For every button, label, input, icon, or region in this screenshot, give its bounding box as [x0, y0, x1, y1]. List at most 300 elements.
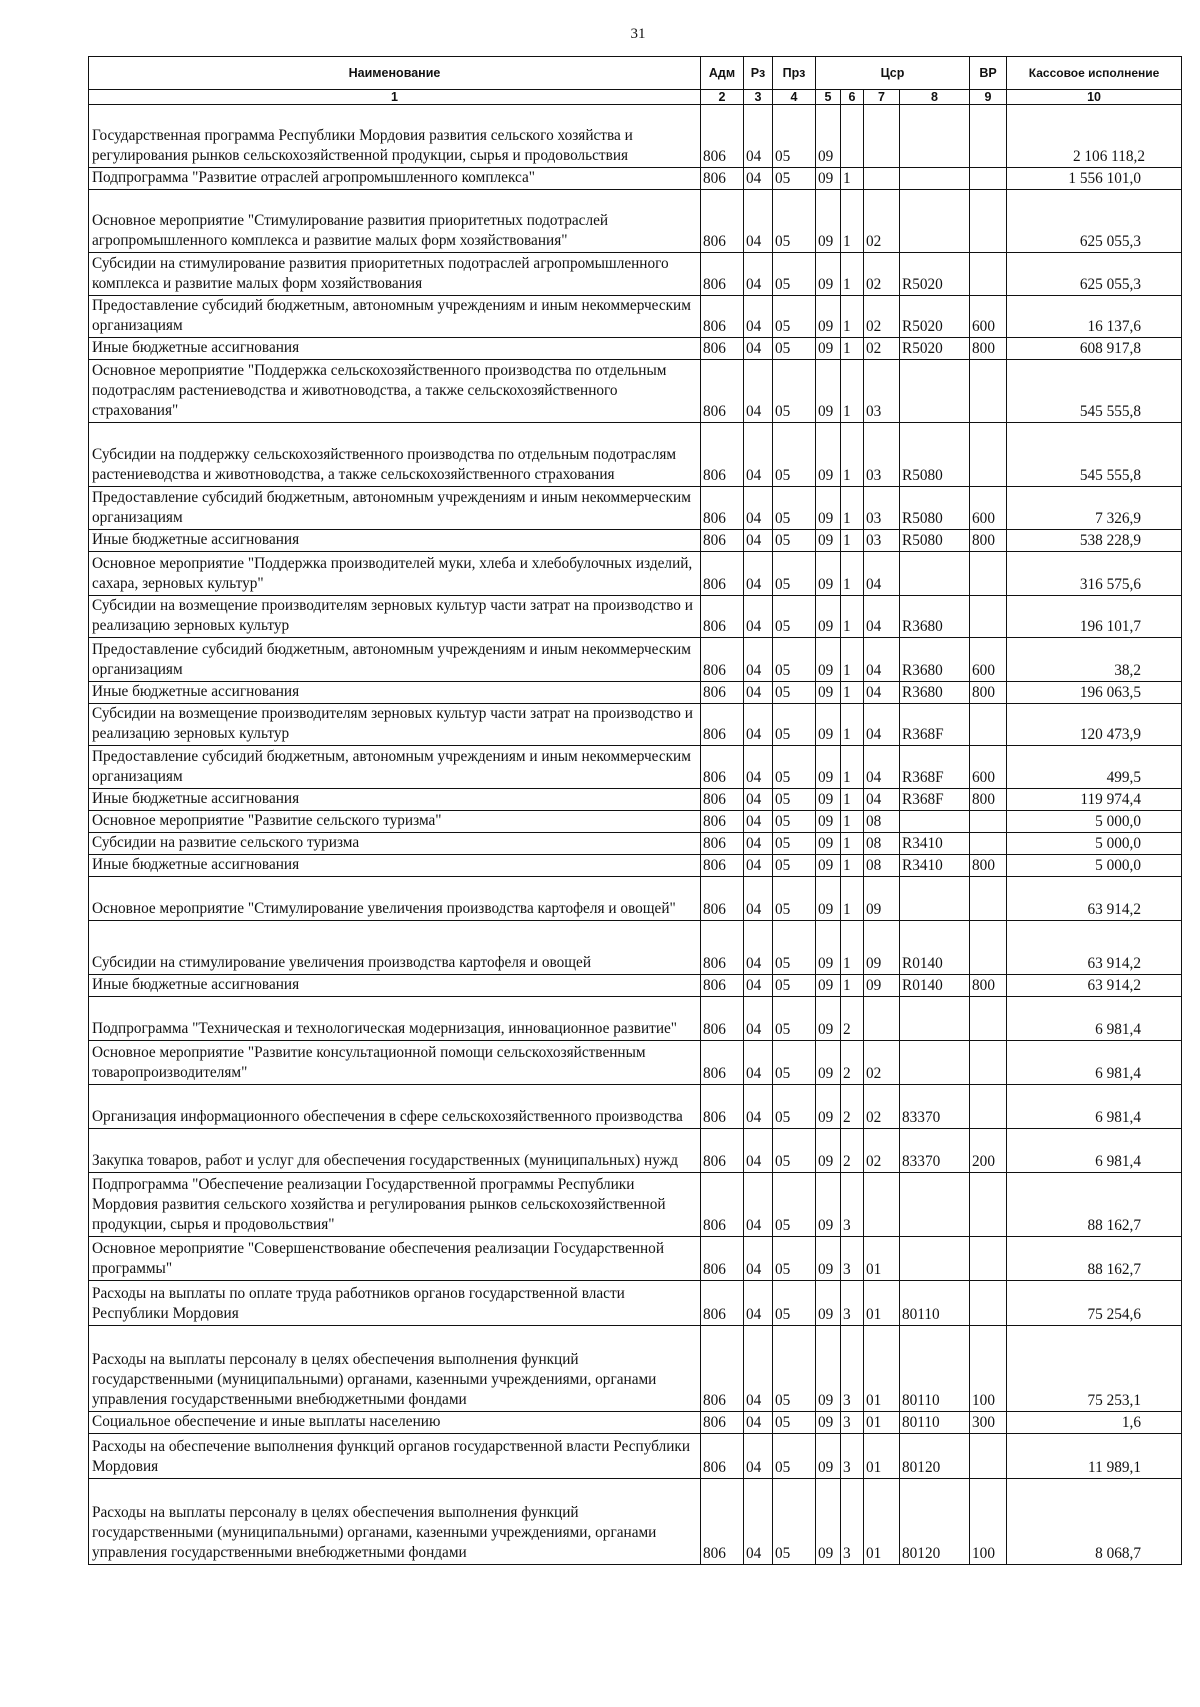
header-rz: Рз: [744, 57, 773, 90]
row-name: Основное мероприятие "Стимулирование развития приоритетных подотраслей агропромышленного комплекса и развитие малых форм хозяйствования": [89, 190, 701, 253]
row-amount: 11 989,1: [1007, 1434, 1182, 1479]
row-csr-8: [900, 1041, 970, 1085]
row-csr-8: R3680: [900, 596, 970, 638]
row-csr-7: 04: [864, 638, 900, 682]
row-amount: 6 981,4: [1007, 1129, 1182, 1173]
row-rz: 04: [744, 833, 773, 855]
row-rz: 04: [744, 855, 773, 877]
row-amount: 196 101,7: [1007, 596, 1182, 638]
budget-execution-table: [88, 56, 1182, 1565]
page-number: 31: [630, 26, 646, 42]
row-rz: 04: [744, 1085, 773, 1129]
row-vr: 300: [970, 1412, 1007, 1434]
table-row: [89, 997, 1182, 1041]
row-name: Предоставление субсидий бюджетным, автономным учреждениям и иным некоммерческим организациям: [89, 296, 701, 338]
row-csr-6: 1: [841, 596, 864, 638]
row-adm: 806: [701, 338, 744, 360]
row-adm: 806: [701, 253, 744, 296]
column-number: 5: [816, 90, 841, 105]
row-prz: 05: [773, 1326, 816, 1412]
row-amount: 63 914,2: [1007, 877, 1182, 921]
row-csr-8: R3680: [900, 638, 970, 682]
row-name: Субсидии на возмещение производителям зерновых культур части затрат на производство и реализацию зерновых культур: [89, 704, 701, 746]
row-name: Основное мероприятие "Развитие сельского туризма": [89, 811, 701, 833]
row-csr-5: 09: [816, 360, 841, 423]
row-csr-5: 09: [816, 789, 841, 811]
row-csr-8: [900, 1173, 970, 1237]
row-vr: 200: [970, 1129, 1007, 1173]
row-amount: 6 981,4: [1007, 997, 1182, 1041]
table-row: [89, 423, 1182, 487]
row-csr-8: R368F: [900, 704, 970, 746]
table-row: [89, 833, 1182, 855]
row-rz: 04: [744, 530, 773, 552]
table-row: [89, 253, 1182, 296]
row-prz: 05: [773, 855, 816, 877]
row-csr-8: R3410: [900, 833, 970, 855]
row-vr: 800: [970, 855, 1007, 877]
row-vr: [970, 1281, 1007, 1326]
row-prz: 05: [773, 1041, 816, 1085]
row-adm: 806: [701, 1237, 744, 1281]
row-prz: 05: [773, 338, 816, 360]
row-csr-8: 80120: [900, 1479, 970, 1565]
row-csr-8: 83370: [900, 1129, 970, 1173]
row-csr-8: R3410: [900, 855, 970, 877]
row-csr-6: 3: [841, 1412, 864, 1434]
row-prz: 05: [773, 877, 816, 921]
row-amount: 75 253,1: [1007, 1326, 1182, 1412]
column-number: 9: [970, 90, 1007, 105]
row-adm: 806: [701, 1173, 744, 1237]
row-csr-5: 09: [816, 1412, 841, 1434]
row-vr: 800: [970, 975, 1007, 997]
header-adm: Адм: [701, 57, 744, 90]
row-csr-7: 02: [864, 1085, 900, 1129]
row-csr-5: 09: [816, 338, 841, 360]
row-csr-7: 09: [864, 975, 900, 997]
row-csr-6: 1: [841, 296, 864, 338]
row-csr-6: 1: [841, 811, 864, 833]
row-csr-6: 1: [841, 253, 864, 296]
row-csr-5: 09: [816, 855, 841, 877]
table-row: [89, 682, 1182, 704]
row-rz: 04: [744, 975, 773, 997]
row-csr-6: 1: [841, 921, 864, 975]
row-amount: 6 981,4: [1007, 1041, 1182, 1085]
row-name: Расходы на выплаты персоналу в целях обеспечения выполнения функций государственными (муниципальными) органами, казенными учреждениями, органами управления государственными внебюджетными фондами: [89, 1479, 701, 1565]
row-rz: 04: [744, 596, 773, 638]
row-csr-6: [841, 105, 864, 168]
row-vr: [970, 596, 1007, 638]
row-amount: 88 162,7: [1007, 1173, 1182, 1237]
row-csr-6: 3: [841, 1281, 864, 1326]
row-adm: 806: [701, 682, 744, 704]
row-vr: [970, 253, 1007, 296]
row-csr-5: 09: [816, 105, 841, 168]
row-csr-5: 09: [816, 1041, 841, 1085]
row-rz: 04: [744, 360, 773, 423]
row-amount: 16 137,6: [1007, 296, 1182, 338]
header-name: Наименование: [89, 57, 701, 90]
table-row: [89, 105, 1182, 168]
row-adm: 806: [701, 360, 744, 423]
row-name: Основное мероприятие "Совершенствование обеспечения реализации Государственной программы": [89, 1237, 701, 1281]
row-csr-5: 09: [816, 596, 841, 638]
table-row: [89, 704, 1182, 746]
row-csr-7: 09: [864, 921, 900, 975]
row-prz: 05: [773, 811, 816, 833]
table-body: [89, 105, 1182, 1565]
row-prz: 05: [773, 704, 816, 746]
row-vr: [970, 168, 1007, 190]
row-name: Иные бюджетные ассигнования: [89, 975, 701, 997]
row-rz: 04: [744, 1434, 773, 1479]
row-adm: 806: [701, 530, 744, 552]
row-name: Иные бюджетные ассигнования: [89, 530, 701, 552]
table-header: [89, 57, 1182, 105]
row-csr-7: 02: [864, 296, 900, 338]
row-csr-8: R5080: [900, 423, 970, 487]
row-csr-6: 1: [841, 638, 864, 682]
row-csr-6: 1: [841, 487, 864, 530]
header-csr: Цср: [816, 57, 970, 90]
row-csr-7: [864, 105, 900, 168]
header-kassovoe-ispolnenie: Кассовое исполнение: [1007, 57, 1182, 90]
row-csr-6: 1: [841, 682, 864, 704]
table-row: [89, 1434, 1182, 1479]
row-vr: 100: [970, 1479, 1007, 1565]
row-rz: 04: [744, 1479, 773, 1565]
header-vr: ВР: [970, 57, 1007, 90]
row-csr-5: 09: [816, 997, 841, 1041]
row-prz: 05: [773, 296, 816, 338]
table-row: [89, 1412, 1182, 1434]
row-amount: 545 555,8: [1007, 423, 1182, 487]
row-vr: [970, 190, 1007, 253]
row-csr-8: R0140: [900, 975, 970, 997]
row-amount: 196 063,5: [1007, 682, 1182, 704]
row-amount: 88 162,7: [1007, 1237, 1182, 1281]
row-csr-8: 83370: [900, 1085, 970, 1129]
row-csr-6: 1: [841, 338, 864, 360]
row-name: Основное мероприятие "Развитие консультационной помощи сельскохозяйственным товаропроизводителям": [89, 1041, 701, 1085]
row-vr: [970, 833, 1007, 855]
row-amount: 8 068,7: [1007, 1479, 1182, 1565]
row-name: Закупка товаров, работ и услуг для обеспечения государственных (муниципальных) нужд: [89, 1129, 701, 1173]
row-adm: 806: [701, 975, 744, 997]
row-csr-7: 03: [864, 530, 900, 552]
row-prz: 05: [773, 1434, 816, 1479]
row-name: Субсидии на стимулирование развития приоритетных подотраслей агропромышленного комплекса и развитие малых форм хозяйствования: [89, 253, 701, 296]
row-prz: 05: [773, 1479, 816, 1565]
row-csr-8: R3680: [900, 682, 970, 704]
table-row: [89, 975, 1182, 997]
row-amount: 5 000,0: [1007, 833, 1182, 855]
column-number: 1: [89, 90, 701, 105]
row-csr-6: 2: [841, 1129, 864, 1173]
row-csr-5: 09: [816, 1281, 841, 1326]
column-number: 6: [841, 90, 864, 105]
row-name: Основное мероприятие "Поддержка производителей муки, хлеба и хлебобулочных изделий, сахара, зерновых культур": [89, 552, 701, 596]
row-csr-7: 04: [864, 682, 900, 704]
row-name: Подпрограмма "Развитие отраслей агропромышленного комплекса": [89, 168, 701, 190]
row-csr-6: 1: [841, 833, 864, 855]
row-csr-6: 1: [841, 746, 864, 789]
row-csr-5: 09: [816, 746, 841, 789]
row-prz: 05: [773, 105, 816, 168]
row-name: Предоставление субсидий бюджетным, автономным учреждениям и иным некоммерческим организациям: [89, 638, 701, 682]
table-row: [89, 877, 1182, 921]
row-csr-8: [900, 552, 970, 596]
row-rz: 04: [744, 1237, 773, 1281]
row-name: Субсидии на стимулирование увеличения производства картофеля и овощей: [89, 921, 701, 975]
row-csr-5: 09: [816, 921, 841, 975]
row-rz: 04: [744, 552, 773, 596]
row-name: Иные бюджетные ассигнования: [89, 682, 701, 704]
row-adm: 806: [701, 704, 744, 746]
table-row: [89, 1041, 1182, 1085]
row-adm: 806: [701, 596, 744, 638]
row-adm: 806: [701, 789, 744, 811]
row-csr-7: 03: [864, 487, 900, 530]
row-name: Иные бюджетные ассигнования: [89, 338, 701, 360]
row-rz: 04: [744, 190, 773, 253]
row-csr-7: 04: [864, 746, 900, 789]
row-vr: [970, 877, 1007, 921]
table-row: [89, 638, 1182, 682]
row-vr: [970, 360, 1007, 423]
row-csr-7: [864, 997, 900, 1041]
row-prz: 05: [773, 552, 816, 596]
row-csr-6: 1: [841, 975, 864, 997]
row-csr-6: 3: [841, 1434, 864, 1479]
row-csr-7: 08: [864, 833, 900, 855]
row-amount: 545 555,8: [1007, 360, 1182, 423]
row-vr: 600: [970, 487, 1007, 530]
row-csr-6: 2: [841, 1041, 864, 1085]
row-amount: 1,6: [1007, 1412, 1182, 1434]
row-adm: 806: [701, 423, 744, 487]
row-adm: 806: [701, 1085, 744, 1129]
row-prz: 05: [773, 487, 816, 530]
row-csr-6: 3: [841, 1237, 864, 1281]
row-rz: 04: [744, 253, 773, 296]
table-row: [89, 596, 1182, 638]
row-csr-7: 03: [864, 360, 900, 423]
row-csr-8: R5080: [900, 530, 970, 552]
column-numbers-row: [89, 90, 1182, 105]
row-prz: 05: [773, 596, 816, 638]
row-vr: [970, 1237, 1007, 1281]
table-row: [89, 746, 1182, 789]
column-number: 7: [864, 90, 900, 105]
row-rz: 04: [744, 423, 773, 487]
row-csr-5: 09: [816, 1085, 841, 1129]
row-vr: 800: [970, 338, 1007, 360]
row-prz: 05: [773, 921, 816, 975]
row-csr-7: 02: [864, 1129, 900, 1173]
row-csr-8: R368F: [900, 746, 970, 789]
row-csr-5: 09: [816, 1237, 841, 1281]
row-name: Расходы на обеспечение выполнения функций органов государственной власти Республики Мордовия: [89, 1434, 701, 1479]
row-adm: 806: [701, 1326, 744, 1412]
row-name: Иные бюджетные ассигнования: [89, 789, 701, 811]
row-csr-8: [900, 811, 970, 833]
column-number: 8: [900, 90, 970, 105]
row-csr-8: R5080: [900, 487, 970, 530]
row-csr-6: 1: [841, 530, 864, 552]
row-csr-5: 09: [816, 877, 841, 921]
row-csr-6: 1: [841, 704, 864, 746]
row-adm: 806: [701, 1129, 744, 1173]
row-name: Государственная программа Республики Мордовия развития сельского хозяйства и регулирования рынков сельскохозяйственной продукции, сырья и продовольствия: [89, 105, 701, 168]
row-csr-7: 02: [864, 338, 900, 360]
row-rz: 04: [744, 1129, 773, 1173]
row-csr-5: 09: [816, 487, 841, 530]
row-csr-6: 1: [841, 552, 864, 596]
row-csr-8: 80110: [900, 1412, 970, 1434]
row-name: Иные бюджетные ассигнования: [89, 855, 701, 877]
row-csr-5: 09: [816, 168, 841, 190]
row-csr-7: 04: [864, 552, 900, 596]
row-csr-7: 08: [864, 811, 900, 833]
row-vr: [970, 704, 1007, 746]
row-vr: [970, 1434, 1007, 1479]
row-csr-7: 08: [864, 855, 900, 877]
row-csr-5: 09: [816, 190, 841, 253]
row-csr-6: 1: [841, 360, 864, 423]
row-csr-8: 80120: [900, 1434, 970, 1479]
row-csr-6: 2: [841, 997, 864, 1041]
column-number: 4: [773, 90, 816, 105]
row-csr-6: 2: [841, 1085, 864, 1129]
row-prz: 05: [773, 1281, 816, 1326]
row-adm: 806: [701, 921, 744, 975]
row-vr: 800: [970, 789, 1007, 811]
row-amount: 625 055,3: [1007, 253, 1182, 296]
row-rz: 04: [744, 704, 773, 746]
row-vr: 100: [970, 1326, 1007, 1412]
row-rz: 04: [744, 877, 773, 921]
row-rz: 04: [744, 789, 773, 811]
row-name: Расходы на выплаты по оплате труда работников органов государственной власти Республики Мордовия: [89, 1281, 701, 1326]
row-csr-7: [864, 168, 900, 190]
row-name: Предоставление субсидий бюджетным, автономным учреждениям и иным некоммерческим организациям: [89, 487, 701, 530]
row-prz: 05: [773, 833, 816, 855]
row-csr-8: 80110: [900, 1281, 970, 1326]
row-csr-6: 1: [841, 168, 864, 190]
row-csr-6: 3: [841, 1173, 864, 1237]
row-csr-5: 09: [816, 1326, 841, 1412]
row-amount: 38,2: [1007, 638, 1182, 682]
row-amount: 2 106 118,2: [1007, 105, 1182, 168]
row-vr: [970, 423, 1007, 487]
table-row: [89, 1479, 1182, 1565]
row-vr: 800: [970, 530, 1007, 552]
row-csr-8: [900, 360, 970, 423]
row-adm: 806: [701, 1434, 744, 1479]
table-row: [89, 855, 1182, 877]
row-rz: 04: [744, 168, 773, 190]
row-csr-7: 02: [864, 253, 900, 296]
table-row: [89, 360, 1182, 423]
row-csr-6: 1: [841, 855, 864, 877]
row-rz: 04: [744, 1173, 773, 1237]
row-adm: 806: [701, 638, 744, 682]
row-csr-8: R5020: [900, 296, 970, 338]
row-adm: 806: [701, 190, 744, 253]
row-csr-5: 09: [816, 1434, 841, 1479]
row-amount: 75 254,6: [1007, 1281, 1182, 1326]
table-row: [89, 190, 1182, 253]
row-name: Подпрограмма "Техническая и технологическая модернизация, инновационное развитие": [89, 997, 701, 1041]
row-csr-5: 09: [816, 552, 841, 596]
row-rz: 04: [744, 746, 773, 789]
row-csr-5: 09: [816, 253, 841, 296]
row-amount: 1 556 101,0: [1007, 168, 1182, 190]
row-rz: 04: [744, 338, 773, 360]
row-vr: 600: [970, 746, 1007, 789]
row-csr-8: [900, 997, 970, 1041]
table-row: [89, 789, 1182, 811]
column-number: 3: [744, 90, 773, 105]
row-csr-7: 04: [864, 704, 900, 746]
row-adm: 806: [701, 552, 744, 596]
row-csr-6: 1: [841, 877, 864, 921]
row-adm: 806: [701, 487, 744, 530]
row-name: Социальное обеспечение и иные выплаты населению: [89, 1412, 701, 1434]
row-adm: 806: [701, 1412, 744, 1434]
row-csr-7: 01: [864, 1479, 900, 1565]
row-prz: 05: [773, 975, 816, 997]
row-adm: 806: [701, 811, 744, 833]
row-name: Субсидии на развитие сельского туризма: [89, 833, 701, 855]
row-amount: 63 914,2: [1007, 921, 1182, 975]
row-vr: 600: [970, 638, 1007, 682]
row-csr-6: 3: [841, 1326, 864, 1412]
row-vr: 600: [970, 296, 1007, 338]
row-adm: 806: [701, 168, 744, 190]
row-prz: 05: [773, 190, 816, 253]
row-adm: 806: [701, 877, 744, 921]
row-csr-8: R5020: [900, 253, 970, 296]
row-vr: [970, 997, 1007, 1041]
table-row: [89, 1173, 1182, 1237]
row-csr-5: 09: [816, 704, 841, 746]
row-vr: [970, 105, 1007, 168]
row-csr-5: 09: [816, 833, 841, 855]
row-amount: 6 981,4: [1007, 1085, 1182, 1129]
row-vr: [970, 1041, 1007, 1085]
row-csr-7: [864, 1173, 900, 1237]
row-prz: 05: [773, 682, 816, 704]
row-amount: 7 326,9: [1007, 487, 1182, 530]
row-amount: 499,5: [1007, 746, 1182, 789]
row-prz: 05: [773, 1129, 816, 1173]
row-rz: 04: [744, 1041, 773, 1085]
column-number: 10: [1007, 90, 1182, 105]
table-row: [89, 921, 1182, 975]
row-amount: 119 974,4: [1007, 789, 1182, 811]
row-amount: 625 055,3: [1007, 190, 1182, 253]
row-csr-6: 1: [841, 190, 864, 253]
row-csr-7: 01: [864, 1281, 900, 1326]
row-prz: 05: [773, 253, 816, 296]
table-row: [89, 1237, 1182, 1281]
table-row: [89, 552, 1182, 596]
row-rz: 04: [744, 682, 773, 704]
